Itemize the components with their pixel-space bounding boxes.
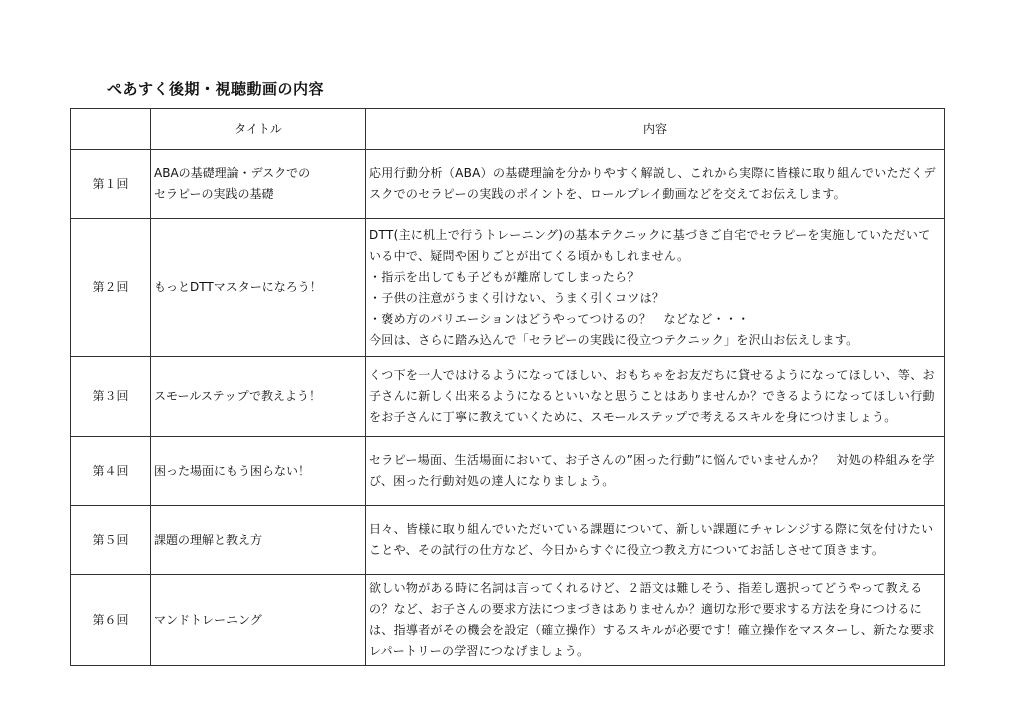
table-row	[71, 506, 945, 575]
session-title	[151, 506, 366, 575]
session-title-line: もっとDTTマスターになろう！	[154, 280, 322, 294]
table-row	[71, 150, 945, 219]
session-content-line: 今回は、さらに踏み込んで「セラピーの実践に役立つテクニック」を沢山お伝えします。	[369, 332, 859, 347]
session-content-line: レパートリーの学習につなげましょう。	[369, 644, 590, 658]
session-content	[366, 437, 945, 506]
table-row	[71, 357, 945, 437]
session-content-line: の？など、お子さんの要求方法につまづきはありませんか？適切な形で要求する方法を身につけるに	[369, 602, 923, 616]
table-header-row	[71, 109, 945, 150]
session-number: 第３回	[71, 357, 151, 437]
table-row	[71, 575, 945, 666]
table-row	[71, 219, 945, 357]
session-title-line: マンドトレーニング	[154, 612, 262, 627]
session-number: 第２回	[71, 219, 151, 357]
session-content-line: いる中で、疑問や困りごとが出てくる頃かもしれません。	[369, 248, 690, 263]
header-content: 内容	[366, 109, 945, 150]
session-content-line: 子さんに新しく出来るようになるといいなと思うことはありませんか？できるようになってほしい行動	[369, 389, 935, 403]
session-number: 第１回	[71, 150, 151, 219]
session-number: 第４回	[71, 437, 151, 506]
session-content-line: ことや、その試行の仕方など、今日からすぐに役立つ教え方についてお話しさせて頂きます。	[369, 543, 885, 557]
session-content-line: ・子供の注意がうまく引けない、うまく引くコツは？	[369, 290, 665, 305]
session-content-line: ・褒め方のバリエーションはどうやってつけるの？ などなど・・・	[369, 311, 750, 326]
session-content-line: セラピー場面、生活場面において、お子さんの”困った行動”に悩んでいませんか？ 対処の枠組みを学	[369, 453, 935, 467]
session-content-line: は、指導者がその機会を設定（確立操作）するスキルが必要です！確立操作をマスターし、新たな要求	[369, 623, 935, 637]
table-row	[71, 437, 945, 506]
header-title: タイトル	[151, 109, 366, 150]
session-title	[151, 357, 366, 437]
session-title-line: スモールステップで教えよう！	[154, 389, 322, 403]
session-title	[151, 575, 366, 666]
session-content-line: び、困った行動対処の達人になりましょう。	[369, 474, 615, 488]
session-content	[366, 219, 945, 357]
video-content-table	[70, 108, 945, 666]
document-title: ぺあすく後期・視聴動画の内容	[107, 80, 325, 98]
session-title-line: 課題の理解と教え方	[154, 532, 263, 547]
session-title-line: 困った場面にもう困らない！	[154, 463, 311, 478]
session-title	[151, 150, 366, 219]
session-content-line: ・指示を出しても子どもが離席してしまったら？	[369, 269, 640, 284]
session-title-line: セラピーの実践の基礎	[154, 187, 274, 201]
session-number: 第５回	[71, 506, 151, 575]
session-content-line: をお子さんに丁寧に教えていくために、スモールステップで考えるスキルを身につけましょう。	[369, 410, 897, 424]
session-title-line: ABAの基礎理論・デスクでの	[154, 166, 311, 180]
session-content-line: 日々、皆様に取り組んでいただいている課題について、新しい課題にチャレンジする際に気を付けたい	[369, 522, 934, 536]
session-content-line: DTT(主に机上で行うトレーニング)の基本テクニックに基づきご自宅でセラピーを実施していただいて	[369, 227, 931, 242]
session-content	[366, 506, 945, 575]
session-content	[366, 150, 945, 219]
header-number	[71, 109, 151, 150]
session-title	[151, 219, 366, 357]
session-number: 第６回	[71, 575, 151, 666]
session-content-line: 応用行動分析（ABA）の基礎理論を分かりやすく解説し、これから実際に皆様に取り組んでいただくデ	[369, 166, 936, 180]
session-content	[366, 357, 945, 437]
session-content	[366, 575, 945, 666]
session-content-line: 欲しい物がある時に名詞は言ってくれるけど、２語文は難しそう、指差し選択ってどうやって教える	[369, 581, 923, 595]
session-content-line: スクでのセラピーの実践のポイントを、ロールプレイ動画などを交えてお伝えします。	[369, 187, 846, 201]
session-title	[151, 437, 366, 506]
session-content-line: くつ下を一人ではけるようになってほしい、おもちゃをお友だちに貸せるようになってほしい、等、お	[369, 368, 935, 382]
